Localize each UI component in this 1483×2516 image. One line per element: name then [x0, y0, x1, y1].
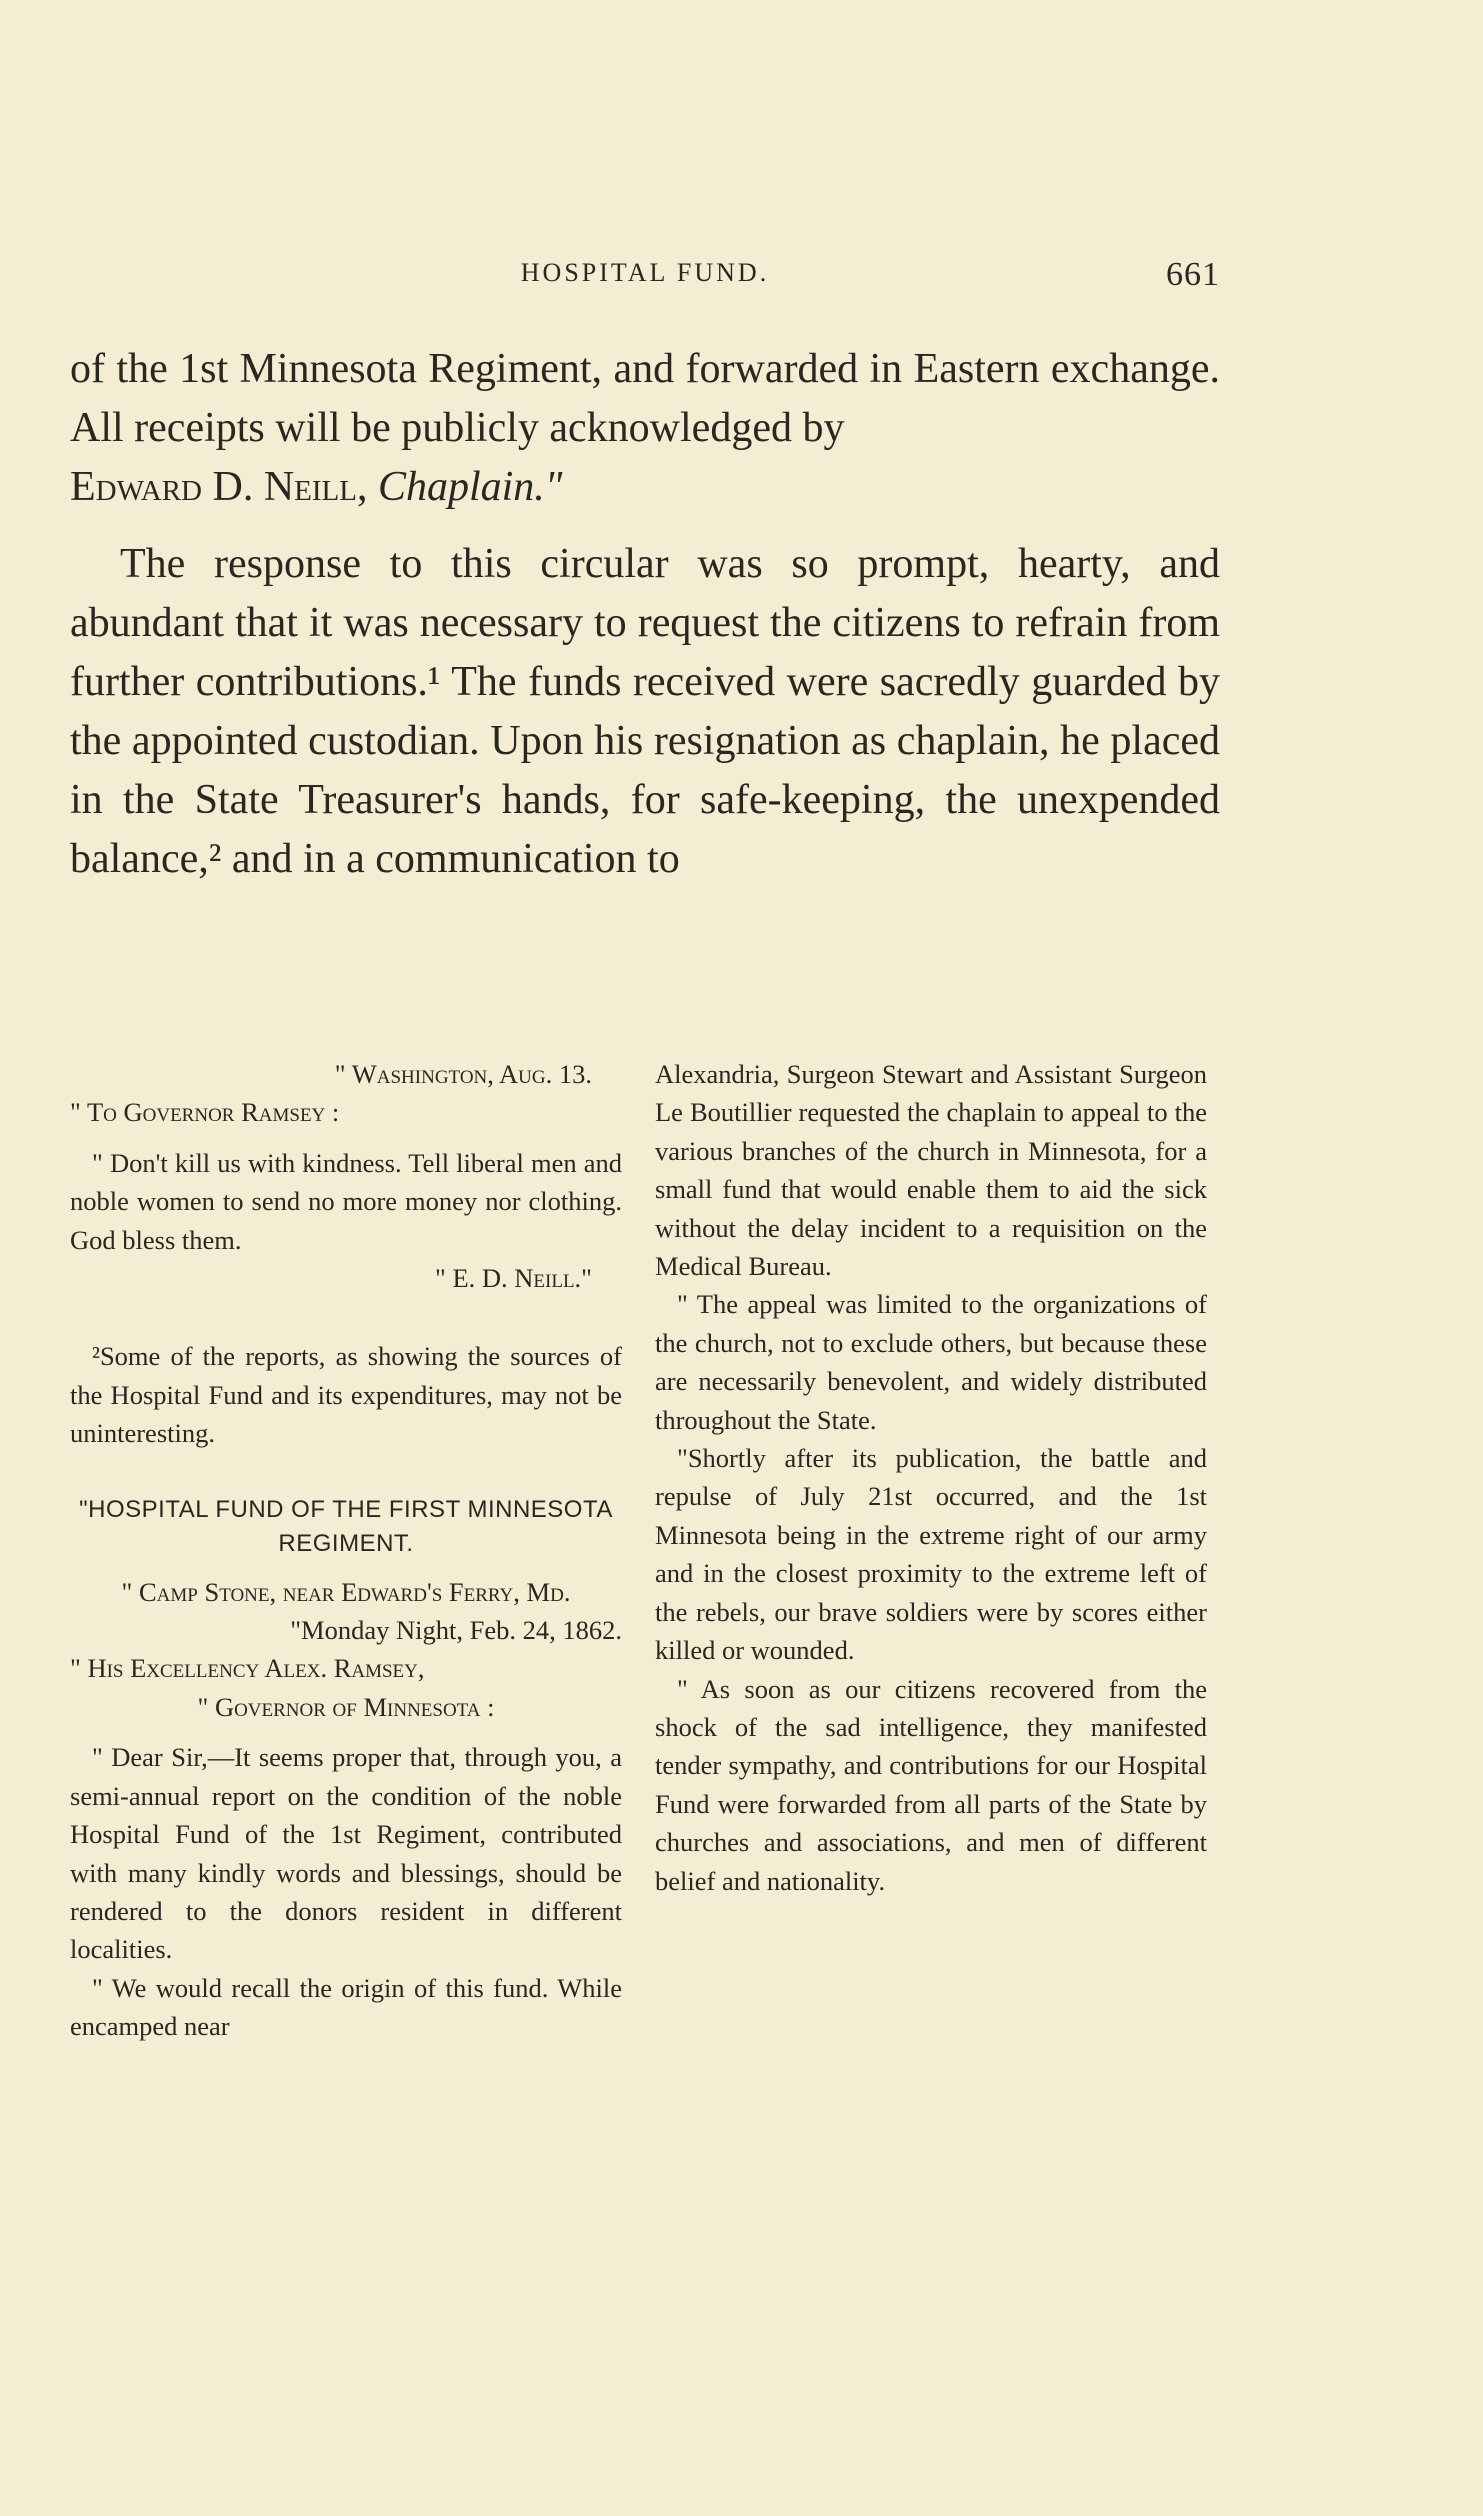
report-heading: "HOSPITAL FUND OF THE FIRST MINNESOTA REGIMENT.	[79, 1495, 613, 1557]
report-paragraph-contributions: " As soon as our citizens recovered from the shock of the sad intelligence, they manifested tender sympathy, and contributions for our Hospital Fund were forwarded from all parts of the State by churches and associations, and men of different belief and nationality.	[655, 1673, 1207, 1896]
report-governor: " Governor of Minnesota :	[197, 1691, 495, 1722]
note1-addressee: " To Governor Ramsey :	[70, 1097, 340, 1128]
report-paragraph-battle: "Shortly after its publication, the battle and repulse of July 21st occurred, and the 1st Minnesota being in the extreme right of our army and in the closest proximity to the extreme left of the rebels, our brave soldiers were by scores either killed or wounded.	[655, 1443, 1207, 1666]
report-date: "Monday Night, Feb. 24, 1862.	[290, 1615, 622, 1646]
main-text	[70, 340, 1220, 889]
main-paragraph-2: The response to this circular was so prompt, hearty, and abundant that it was necessary to request the citizens to refrain from further contributions.¹ The funds received were sacredly guarded by the appointed custodian. Upon his resignation as chaplain, he placed in the State Treasurer's hands, for safe-keeping, the unexpended balance,² and in a communication to	[70, 541, 1220, 882]
note1-signature: " E. D. Neill."	[435, 1263, 592, 1294]
running-title: HOSPITAL FUND.	[520, 258, 770, 287]
signature-name: Edward D. Neill,	[70, 464, 368, 510]
note1-dateline: " Washington, Aug. 13.	[334, 1059, 592, 1089]
footnote-2: ²Some of the reports, as showing the sources of the Hospital Fund and its expenditures, may not be uninteresting.	[70, 1341, 622, 1449]
report-paragraph-alexandria: Alexandria, Surgeon Stewart and Assistant Surgeon Le Boutillier requested the chaplain to appeal to the various branches of the church in Minnesota, for a small fund that would enable them to aid the sick without the delay incident to a requisition on the Medical Bureau.	[655, 1059, 1207, 1282]
note1-text: " Don't kill us with kindness. Tell liberal men and noble women to send no more money nor clothing. God bless them.	[70, 1147, 622, 1255]
report-paragraph-appeal: " The appeal was limited to the organizations of the church, not to exclude others, but because these are necessarily benevolent, and widely distributed throughout the State.	[655, 1289, 1207, 1435]
report-salutation-paragraph: " Dear Sir,—It seems proper that, through you, a semi-annual report on the condition of the noble Hospital Fund of the 1st Regiment, contributed with many kindly words and blessings, should be rendered to the donors resident in different localities.	[70, 1742, 622, 1965]
signature-title: Chaplain."	[377, 464, 563, 510]
page-number: 661	[1166, 256, 1220, 293]
footnote-column-left	[70, 1055, 622, 2046]
main-paragraph-1: of the 1st Minnesota Regiment, and forwarded in Eastern exchange. All receipts will be publicly acknowledged by	[70, 346, 1220, 451]
report-excellency: " His Excellency Alex. Ramsey,	[70, 1653, 425, 1684]
report-camp: " Camp Stone, near Edward's Ferry, Md.	[121, 1576, 571, 1607]
page-header	[70, 258, 1220, 298]
report-origin-paragraph: " We would recall the origin of this fund. While encamped near	[70, 1972, 622, 2042]
circular-signature	[70, 458, 1220, 517]
footnote-column-right	[655, 1055, 1207, 1900]
